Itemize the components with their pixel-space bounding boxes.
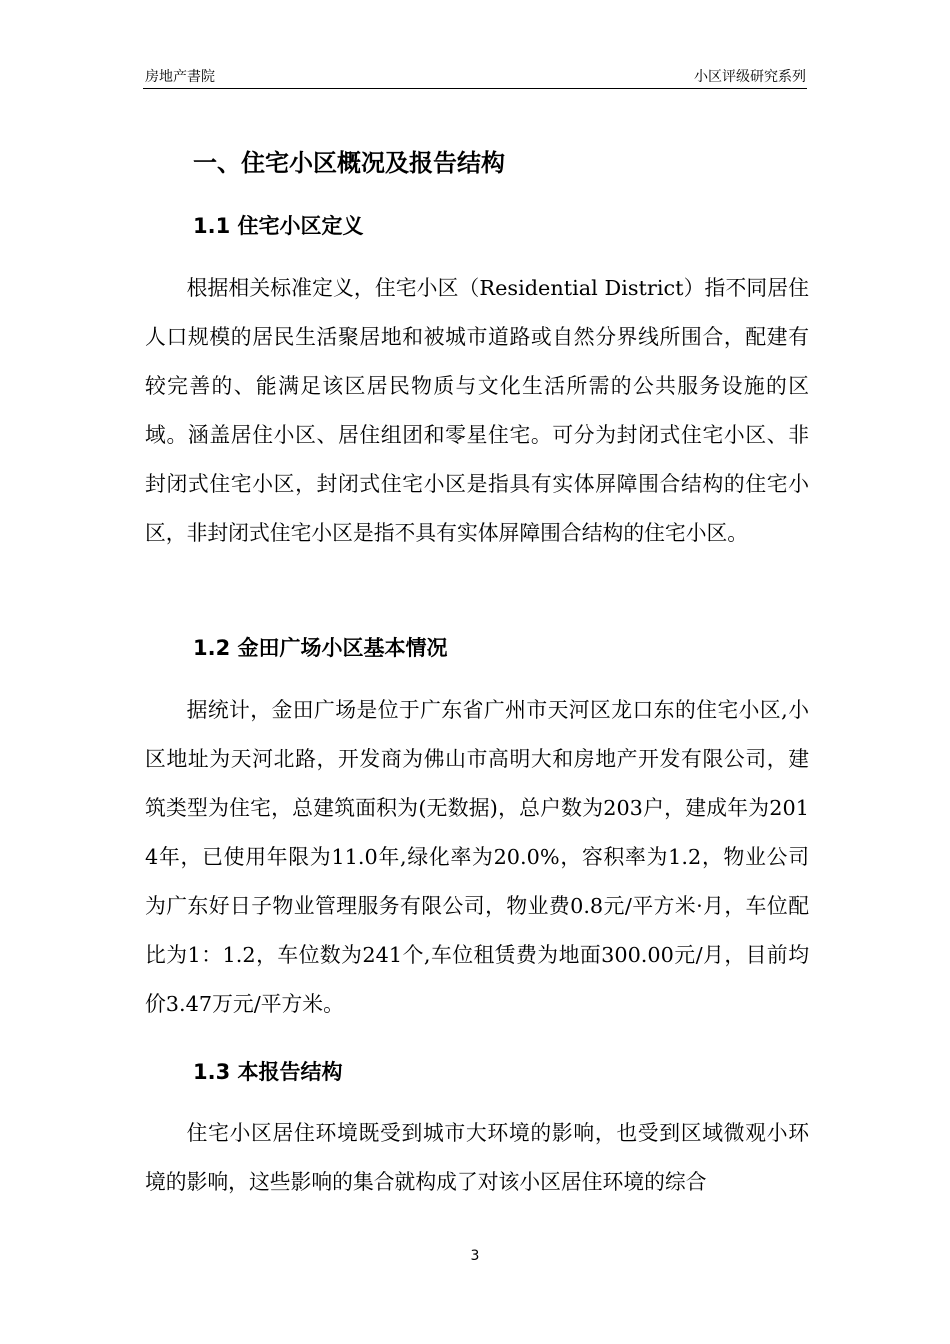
paragraph-structure: 住宅小区居住环境既受到城市大环境的影响，也受到区域微观小环境的影响，这些影响的集合就构成了对该小区居住环境的综合: [145, 1121, 809, 1194]
section-title: 一、住宅小区概况及报告结构: [193, 149, 505, 177]
paragraph-definition: 根据相关标准定义，住宅小区（Residential District）指不同居住人口规模的居民生活聚居地和被城市道路或自然分界线所围合，配建有较完善的、能满足该区居民物质与文化生活所需的公共服务设施的区域。涵盖居住小区、居住组团和零星住宅。可分为封闭式住宅小区、非封闭式住宅小区，封闭式住宅小区是指具有实体屏障围合结构的住宅小区，非封闭式住宅小区是指不具有实体屏障围合结构的住宅小区。: [145, 276, 809, 545]
paragraph-overview: 据统计，金田广场是位于广东省广州市天河区龙口东的住宅小区,小区地址为天河北路，开发商为佛山市高明大和房地产开发有限公司，建筑类型为住宅，总建筑面积为(无数据)，总户数为203户，建成年为2014年，已使用年限为11.0年,绿化率为20.0%，容积率为1.2，物业公司为广东好日子物业管理服务有限公司，物业费0.8元/平方米·月，车位配比为1：1.2，车位数为241个,车位租赁费为地面300.00元/月，目前均价3.47万元/平方米。: [145, 698, 809, 1016]
subsection-title-overview: 1.2 金田广场小区基本情况: [193, 636, 448, 660]
header-publisher: 房地产書院: [145, 69, 215, 85]
page-number: 3: [470, 1248, 480, 1264]
header-series-title: 小区评级研究系列: [694, 69, 806, 85]
header-divider: [143, 88, 807, 89]
subsection-title-definition: 1.1 住宅小区定义: [193, 214, 364, 238]
subsection-title-structure: 1.3 本报告结构: [193, 1060, 343, 1084]
